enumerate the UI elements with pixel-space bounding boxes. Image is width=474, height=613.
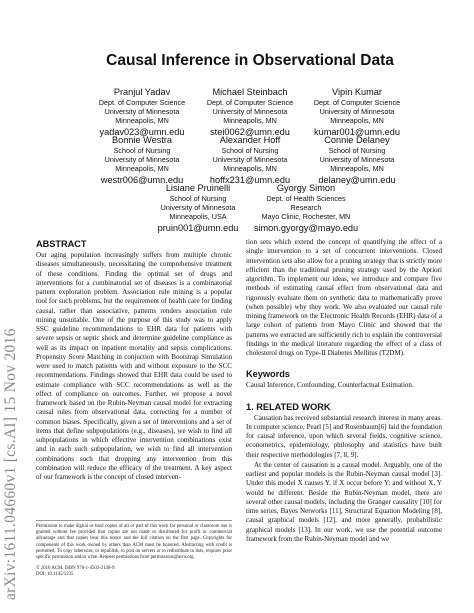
left-column xyxy=(36,238,232,483)
author-affiliation: Minneapolis, MN xyxy=(115,116,169,126)
author-affiliation: School of Nursing xyxy=(113,146,171,155)
keywords-heading: Keywords xyxy=(246,369,290,380)
author-affiliation: University of Minnesota xyxy=(319,155,395,165)
author-name: Alexander Hoff xyxy=(219,135,281,145)
author-affiliation: Minneapolis, MN xyxy=(223,164,277,174)
author-name: Pranjul Yadav xyxy=(113,87,171,97)
author-affiliation: University of Minnesota xyxy=(160,203,236,213)
author-affiliation: Dept. of Computer Science xyxy=(98,98,186,107)
author-block xyxy=(287,86,427,138)
author-name: Gyorgy Simon xyxy=(276,183,336,193)
author-affiliation: Dept. of Health Sciences xyxy=(266,194,346,203)
keywords-text: Causal Inference, Confounding, Counterfactual Estimation. xyxy=(246,381,414,390)
paper-title: Causal Inference in Observational Data xyxy=(106,52,394,69)
abstract-paragraph: Our aging population increasingly suffers from multiple chronic diseases simultaneously, necessitating the comprehensive treatment of these conditions. Finding the optimal set of drugs and interventions for a combinatorial set of diseases is a combinatorial pattern exploration problem. Association rule mining is a popular tool for such problems, but the requirement of health care for finding causal, rather than associative, patterns renders association rule mining unsuitable. One of the purpose of this study was to apply SSC guideline recommendations to EHR data for patients with severe sepsis or septic shock and determine guideline compliance as well as its impact on inpatient mortality and sepsis complications. Propensity Score Matching in conjuction with Bootstrap Simulation were used to match patients with and without exposure to the SCC recommendations. Findings showed that EHR data could be used to estimate compliance with SCC recommendations as well as the effect of compliance on outcomes. Further, we propose a novel framework based on the Rubin-Neyman causal model for extracting causal rules from observational data, correcting for a number of common biases. Specifically, given a set of interventions and a set of items that define subpopulations (e.g., diseases), we wish to find all subpopulations in which effective intervention combinations exist and in each such subpopulation, we wish to find all intervention combinations such that dropping any intervention from this combination will reduce the efficacy of the treatment. A key aspect of our framework is the concept of closed interven- xyxy=(36,251,232,481)
author-email[interactable]: simon.gyorgy@mayo.edu xyxy=(253,222,359,233)
author-affiliation: University of Minnesota xyxy=(212,155,288,165)
author-block xyxy=(236,182,376,234)
author-affiliation: Minneapolis, MN xyxy=(330,116,384,126)
author-name: Michael Steinbach xyxy=(212,87,288,97)
permission-notice: Permission to make digital or hard copies of all or part of this work for personal or classroom use is granted without fee provided that copies are not made or distributed for profit or commercial advantage and that copies bear this notice and the full citation on the first page. Copyrights for components of this work owned by others than ACM must be honored. Abstracting with credit is permitted. To copy otherwise, or republish, to post on servers or to redistribute to lists, requires prior specific permission and/or a fee. Request permissions from permissions@acm.org. xyxy=(36,524,232,561)
author-affiliation: University of Minnesota xyxy=(212,107,288,117)
author-affiliation: University of Minnesota xyxy=(104,107,180,117)
author-email[interactable]: yadav023@umn.edu xyxy=(99,126,185,137)
copyright-footnote xyxy=(36,520,232,579)
author-email[interactable]: delaney@umn.edu xyxy=(318,174,396,185)
author-affiliation: Research xyxy=(290,203,322,213)
doi-line: DOI: 10.1145/1235 xyxy=(36,572,74,578)
author-name: Connie Delaney xyxy=(324,135,390,145)
author-affiliation: Minneapolis, MN xyxy=(330,164,384,174)
author-name: Bonnie Westra xyxy=(111,135,173,145)
author-email[interactable]: pruin001@umn.edu xyxy=(157,222,239,233)
abstract-paragraph-continued: tion sets which extend the concept of quantifying the effect of a single intervention to a set of concurrent interventions. Closed intervention sets also allow for a pruning strategy that is strictly more efficient than the traditional pruning strategy used by the Apriori algorithm. To implement our ideas, we introduce and compare five methods of estimating causal effect from observational data and rigorously evaluate them on synthetic data to mathematically prove (when possible) why they work. We also evaluated our causal rule mining framework on the Electronic Health Records (EHR) data of a large cohort of patients from Mayo Clinic and showed that the patterns we extracted are sufficiently rich to explain the controversial findings in the medical literature regarding the effect of a class of cholesterol drugs on Type-II Diabetes Mellitus (T2DM). xyxy=(246,238,442,357)
author-affiliation: University of Minnesota xyxy=(319,107,395,117)
author-affiliation: Minneapolis, USA xyxy=(169,212,227,222)
author-email[interactable]: hoffx231@umn.edu xyxy=(209,174,291,185)
author-affiliation: Dept. of Computer Science xyxy=(206,98,294,107)
isbn-line: © 2016 ACM. ISBN 978-1-4503-2138-9. xyxy=(36,566,116,572)
author-affiliation: School of Nursing xyxy=(169,194,227,203)
abstract-heading: ABSTRACT xyxy=(36,239,87,249)
author-name: Lisiane Pruinelli xyxy=(165,183,231,193)
author-affiliation: School of Nursing xyxy=(328,146,386,155)
section-heading: 1. RELATED WORK xyxy=(246,401,331,412)
section-paragraph: At the center of causation is a causal model. Arguably, one of the earliest and popular models is the Rubin-Neyman causal model [3]. Under this model X causes Y, if X occur before Y; and without X, Y would be different. Beside the Rubin-Neyman model, there are several other causal models, including the Granger causality [10] for time series, Bayes Networks [11], Structural Equation Modeling [8], causal graphical models [12], and more generally, probabilistic graphical models [13]. In our work, we use the potential outcome framework from the Rubin-Neyman model and we xyxy=(246,460,442,543)
right-column xyxy=(246,238,442,545)
author-email[interactable]: westr006@umn.edu xyxy=(100,174,184,185)
author-affiliation: University of Minnesota xyxy=(104,155,180,165)
section-paragraph: Causation has received substantial research interest in many areas. In computer science, Pearl [5] and Rosenbaum[6] laid the foundation for causal inference, upon which several fields, cognitive science, econometrics, epidemiology, philosophy and statistics have built their respective methodologies [7, 8, 9]. xyxy=(246,413,442,459)
author-affiliation: Minneapolis, MN xyxy=(223,116,277,126)
author-email[interactable]: stei0062@umn.edu xyxy=(210,126,290,137)
author-affiliation: Dept. of Computer Science xyxy=(313,98,401,107)
author-affiliation: Mayo Clinic, Rochester, MN xyxy=(261,212,351,222)
author-block xyxy=(287,134,427,186)
author-name: Vipin Kumar xyxy=(332,87,382,97)
author-affiliation: Minneapolis, MN xyxy=(115,164,169,174)
author-email[interactable]: kumar001@umn.edu xyxy=(314,126,400,137)
author-affiliation: School of Nursing xyxy=(221,146,279,155)
arxiv-stamp: arXiv:1611.04660v1 [cs.AI] 15 Nov 2016 xyxy=(2,328,19,600)
